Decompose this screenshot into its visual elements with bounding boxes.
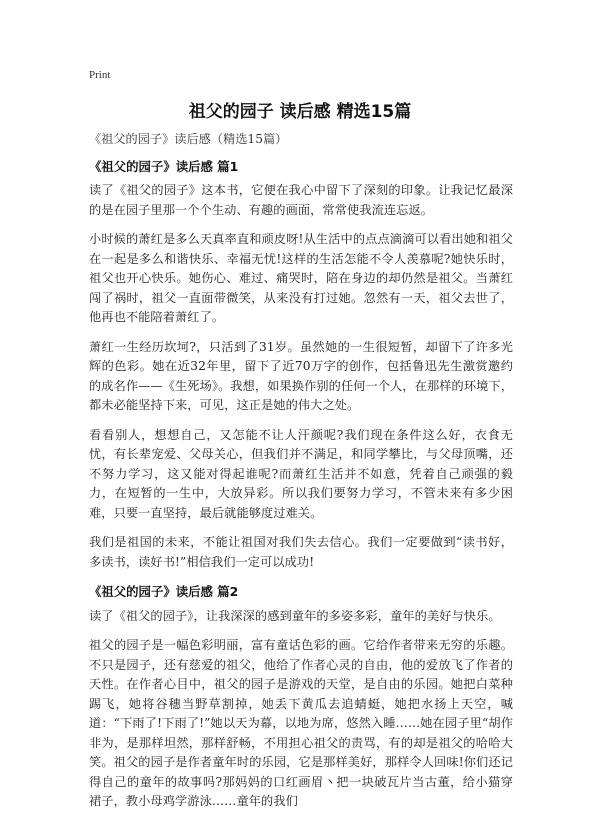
section-2 xyxy=(89,582,513,812)
paragraph: 看看别人，想想自己，又怎能不让人汗颜呢?我们现在条件这么好，衣食无忧，有长辈宠爱、父母关心，但我们并不满足，和同学攀比，与父母顶嘴，还不努力学习，这又能对得起谁呢?而萧红生活并不如意，凭着自己顽强的毅力，在短暂的一生中，大放异彩。所以我们要努力学习，不管未来有多少困难，只要一直坚持，最后就能够度过难关。 xyxy=(89,427,513,520)
section-1 xyxy=(89,157,513,573)
paragraph: 读了《祖父的园子》，让我深深的感到童年的多姿多彩，童年的美好与快乐。 xyxy=(89,608,501,623)
paragraph: 我们是祖国的未来，不能让祖国对我们失去信心。我们一定要做到“读书好，多读书，读好书!”相信我们一定可以成功! xyxy=(89,535,513,569)
paragraph: 读了《祖父的园子》这本书，它便在我心中留下了深刻的印象。让我记忆最深的是在园子里那一个个生动、有趣的画面，常常使我流连忘返。 xyxy=(89,183,513,217)
paragraph: 小时候的萧红是多么天真率直和顽皮呀!从生活中的点点滴滴可以看出她和祖父在一起是多么和谐快乐、幸福无忧!这样的生活怎能不令人羡慕呢?她快乐时，祖父也开心快乐。她伤心、难过、痛哭时，陪在身边的却仍然是祖父。当萧红闯了祸时，祖父一直面带微笑，从来没有打过她。忽然有一天，祖父去世了，他再也不能陪着萧红了。 xyxy=(89,232,513,324)
article-subtitle: 《祖父的园子》读后感（精选15篇） xyxy=(89,132,288,146)
article-body xyxy=(89,130,513,822)
paragraph: 萧红一生经历坎坷?，只活到了31岁。虽然她的一生很短暂，却留下了许多光辉的色彩。她在近32年里，留下了近70万字的创作，包括鲁迅先生激赏邀约的成名作——《生死场》。我想，如果换作别的任何一个人，在那样的环境下，都未必能坚持下来，可见，这正是她的伟大之处。 xyxy=(89,339,513,412)
section-heading: 《祖父的园子》读后感 篇2 xyxy=(89,584,239,599)
section-heading: 《祖父的园子》读后感 篇1 xyxy=(89,158,239,174)
page-title: 祖父的园子 读后感 精选15篇 xyxy=(188,102,412,122)
print-link[interactable]: Print xyxy=(89,69,111,81)
paragraph: 祖父的园子是一幅色彩明丽，富有童话色彩的画。它给作者带来无穷的乐趣。不只是园子，还有慈爱的祖父，他给了作者心灵的自由，他的爱放飞了作者的天性。在作者心目中，祖父的园子是游戏的天堂，是自由的乐园。她把白菜种踢飞，她将谷穗当野草割掉，她丢下黄瓜去追蜻蜓，她把水扬上天空，喊道：“下雨了!下雨了!”她以天为幕，以地为席，悠然入睡……她在园子里“胡作非为，是那样坦然，那样舒畅，不用担心祖父的责骂，有的却是祖父的哈哈大笑。祖父的园子是作者童年时的乐园，它是那样美好，那样令人回味!你们还记得自己的童年的故事吗?那妈妈的口红画眉丶把一块破瓦片当古董，给小猫穿裙子，教小母鸡学游泳……童年的我们 xyxy=(89,638,513,808)
